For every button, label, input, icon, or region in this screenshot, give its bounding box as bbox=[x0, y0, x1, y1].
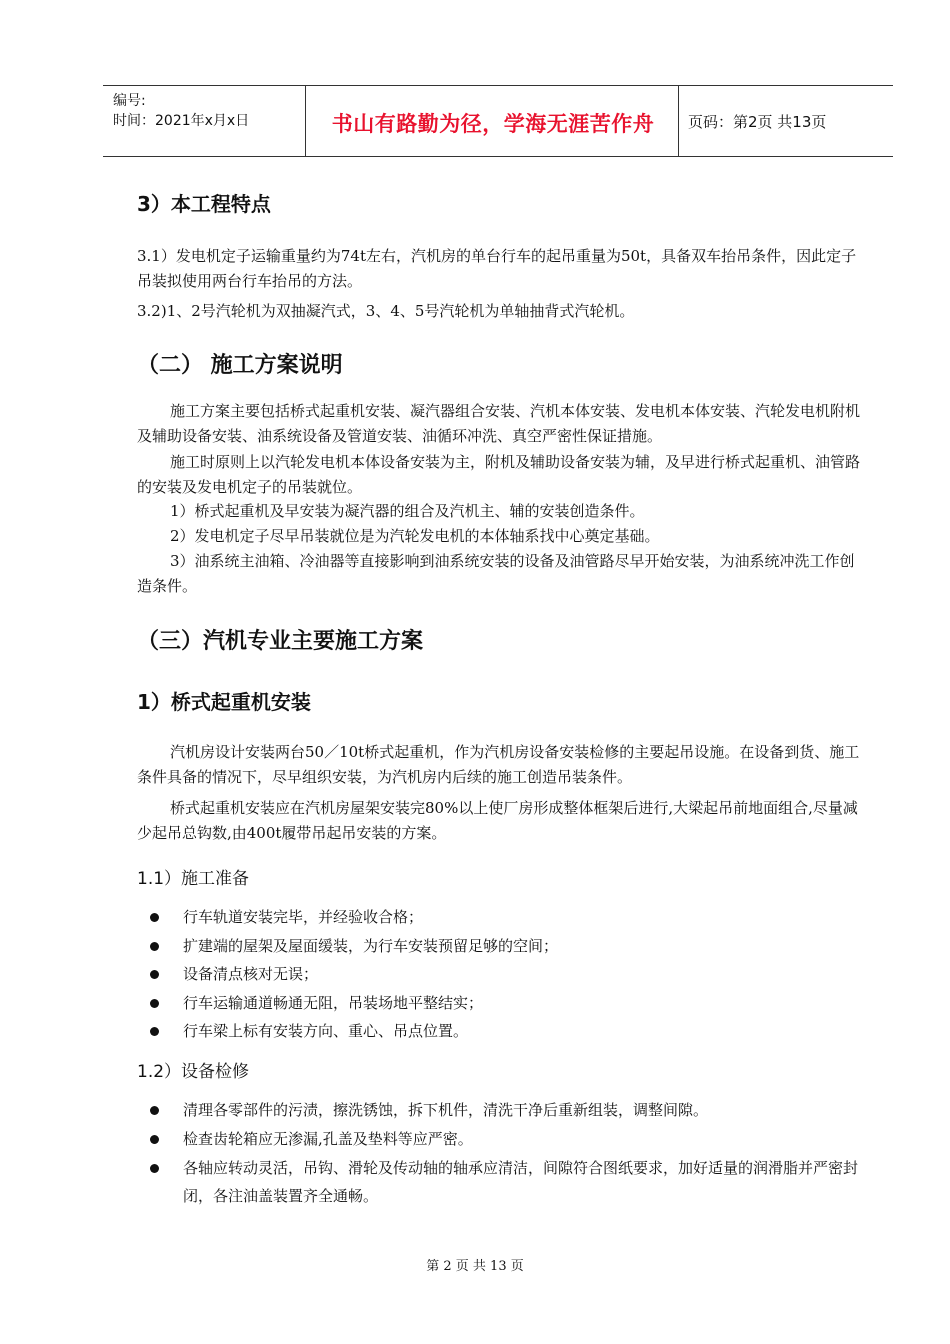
bullet-icon bbox=[150, 999, 159, 1008]
header-divider bbox=[678, 86, 679, 156]
paragraph: 施工方案主要包括桥式起重机安装、凝汽器组合安装、汽机本体安装、发电机本体安装、汽轮发电机附机及辅助设备安装、油系统设备及管道安装、油循环冲洗、真空严密性保证措施。 bbox=[137, 402, 861, 445]
header-meta bbox=[113, 91, 249, 131]
chapter-title: （二） 施工方案说明 bbox=[137, 353, 343, 378]
header-divider bbox=[305, 86, 306, 156]
bullet-icon bbox=[150, 1164, 159, 1173]
chapter-title: （三）汽机专业主要施工方案 bbox=[137, 629, 424, 654]
page-header bbox=[103, 85, 893, 157]
bullet-icon bbox=[150, 970, 159, 979]
subsection-title: 1.1）施工准备 bbox=[137, 869, 250, 889]
subsection-title: 1.2）设备检修 bbox=[137, 1062, 250, 1082]
bullet-icon bbox=[150, 1106, 159, 1115]
paragraph: 3.1）发电机定子运输重量约为74t左右，汽机房的单台行车的起吊重量为50t，具备双车抬吊条件，因此定子吊装拟使用两台行车抬吊的方法。 bbox=[137, 247, 857, 290]
time-label: 时间：2021年x月x日 bbox=[113, 113, 250, 129]
paragraph: 桥式起重机安装应在汽机房屋架安装完80%以上使厂房形成整体框架后进行,大梁起吊前地面组合,尽量减少起吊总钩数,由400t履带吊起吊安装的方案。 bbox=[137, 799, 858, 842]
header-motto: 书山有路勤为径，学海无涯苦作舟 bbox=[331, 112, 655, 136]
paragraph: 3.2)1、2号汽轮机为双抽凝汽式，3、4、5号汽轮机为单轴抽背式汽轮机。 bbox=[137, 302, 635, 320]
paragraph: 施工时原则上以汽轮发电机本体设备安装为主，附机及辅助设备安装为辅，及早进行桥式起重机、油管路的安装及发电机定子的吊装就位。 bbox=[137, 453, 861, 496]
header-page-info: 页码：第2页 共13页 bbox=[688, 113, 827, 131]
bullet-icon bbox=[150, 1027, 159, 1036]
bullet-icon bbox=[150, 1135, 159, 1144]
paragraph: 汽机房设计安装两台50／10t桥式起重机，作为汽机房设备安装检修的主要起吊设施。在设备到货、施工条件具备的情况下，尽早组织安装，为汽机房内后续的施工创造吊装条件。 bbox=[137, 743, 860, 786]
paragraph: 3）油系统主油箱、冷油器等直接影响到油系统安装的设备及油管路尽早开始安装，为油系统冲洗工作创造条件。 bbox=[137, 552, 855, 595]
page-footer: 第 2 页 共 13 页 bbox=[426, 1259, 524, 1274]
bullet-icon bbox=[150, 942, 159, 951]
section-title: 3）本工程特点 bbox=[137, 192, 271, 216]
paragraph: 1）桥式起重机及早安装为凝汽器的组合及汽机主、辅的安装创造条件。 bbox=[170, 502, 645, 520]
bullet-icon bbox=[150, 913, 159, 922]
number-label: 编号: bbox=[113, 93, 146, 109]
section-title: 1）桥式起重机安装 bbox=[137, 690, 311, 714]
paragraph: 2）发电机定子尽早吊装就位是为汽轮发电机的本体轴系找中心奠定基础。 bbox=[170, 527, 660, 545]
